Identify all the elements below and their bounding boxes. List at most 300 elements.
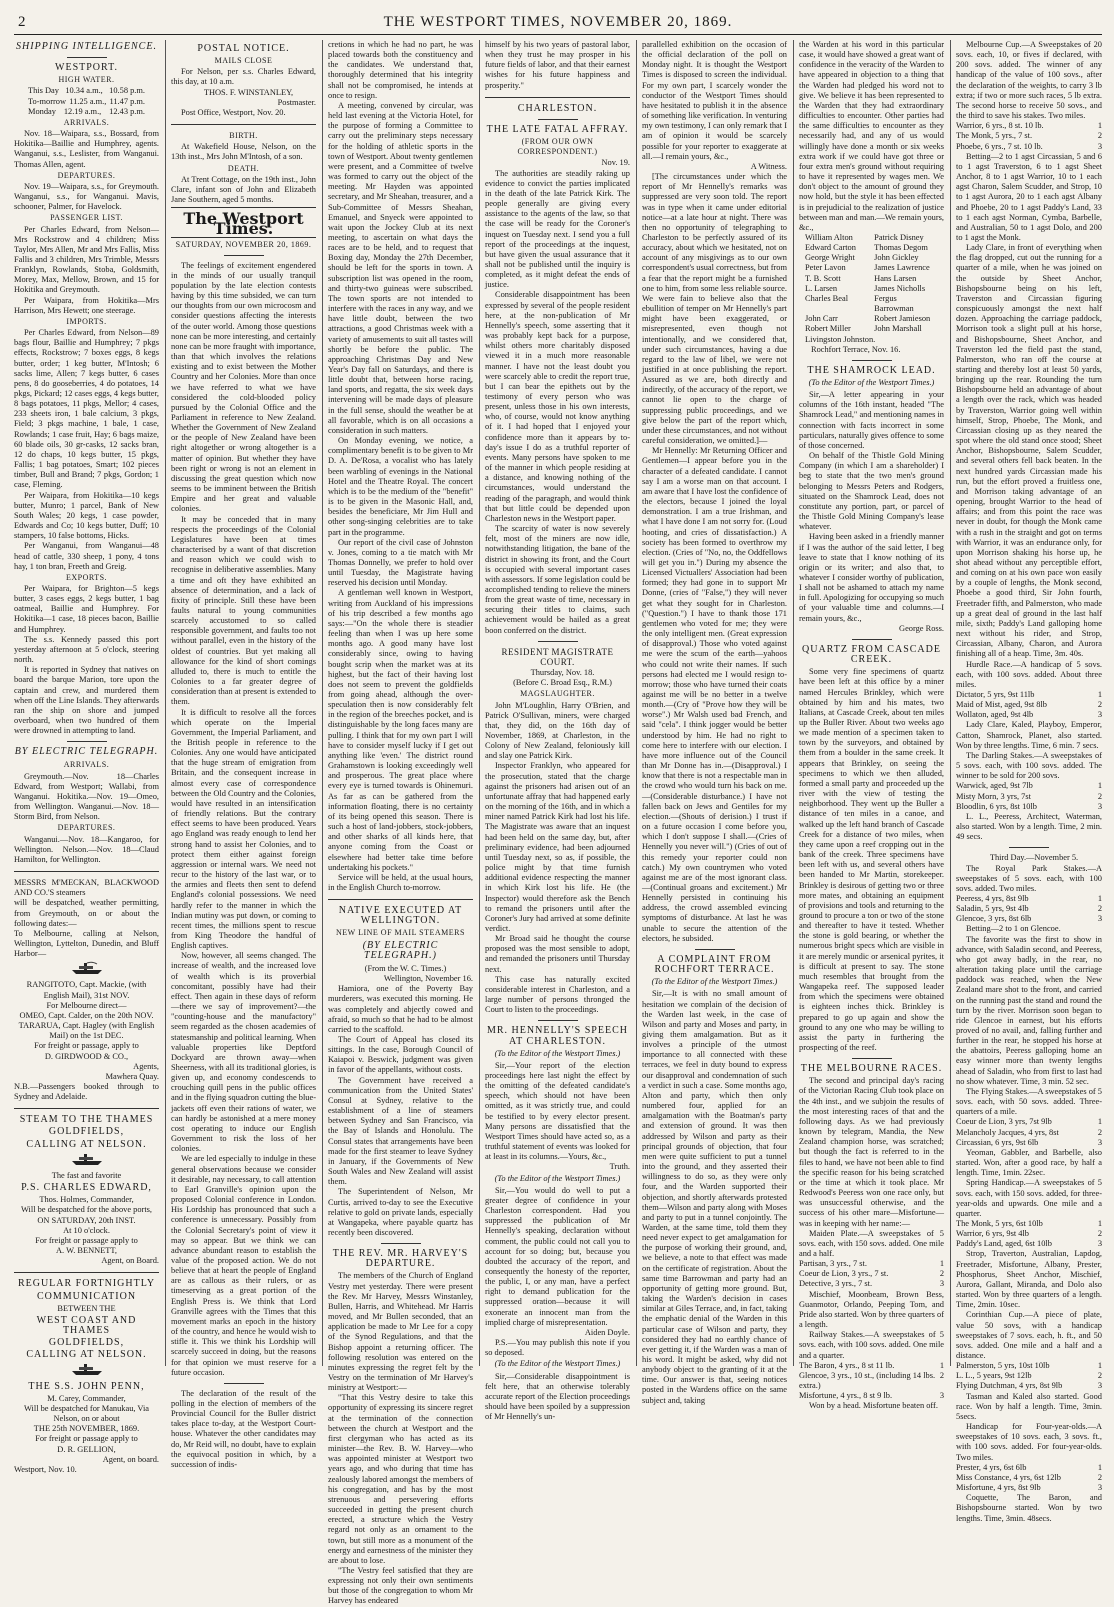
kennedy-note: The s.s. Kennedy passed this port yesterday afternoon at 5 o'clock, steering north.: [14, 634, 159, 665]
place: 1: [1097, 893, 1102, 903]
passenger-text-2: Per Waipara, from Hokitika—Mrs Harrison, Mrs Hewett; one steerage.: [14, 295, 159, 315]
horse: Detective, 3 yrs., 7 st.: [799, 1279, 873, 1289]
ad1-ship2: OMEO, Capt. Calder, on the 20th NOV.: [19, 1010, 154, 1020]
horse: Warrior, 6 yrs, 9st 4lb: [956, 1229, 1029, 1239]
letter-doyle: Sir,—You would do well to put a greater degree of confidence in your Charleston correspondent. Had you suppressed the publication of Mr Hennelly's speaking, declaration without comment, the public could not call you to account for so doing; but, because you doubted the accuracy of the report, and consequently the honesty of the reporter, the public, I, or any man, have a perfect right to demand publication for the suppressed oration—because it will exonerate an innocent man from the implied charge of misrepresentation.: [485, 1185, 630, 1327]
signature: George Wright: [805, 253, 855, 263]
signature: Peter Lavon: [805, 263, 846, 273]
place: 2: [1097, 1229, 1102, 1239]
signature-ross: George Ross.: [899, 623, 944, 633]
exports-text: Per Waipara, for Brighton—5 kegs butter, 3 cases eggs, 2 kegs butter, 1 bag oatmeal, Baillie and Humphrey. For Hokitika—1 case, 18 pieces bacon, Baillie and Humphrey.: [14, 583, 159, 634]
ad1-nb: N.B.—Passengers booked through to Sydney and Adelaide.: [14, 1082, 159, 1102]
place: 3: [1097, 1381, 1102, 1391]
ad3-ship: THE S.S. JOHN PENN,: [28, 1380, 145, 1392]
rm-para-3: Mr Broad said he thought the course proposed was the most sensible to adopt, and remanded the prisoners until Thursday next.: [485, 934, 630, 974]
harvey-para-3: "The Vestry feel satisfied that they are expressing not only their own sentiments but those of the congregation to whom Mr Harvey has endeared: [328, 1565, 473, 1606]
editor-line: (To the Editor of the Westport Times.): [808, 378, 935, 387]
ad3-between: BETWEEN THE: [57, 1303, 116, 1313]
column-4: [485, 40, 630, 1422]
dateline: Wellington, November 16.: [383, 974, 473, 984]
race-result: [956, 1463, 1102, 1473]
race-result: [956, 1138, 1102, 1148]
race-result: [956, 1219, 1102, 1229]
tel-arrivals-heading: ARRIVALS.: [63, 760, 110, 770]
dash-rule: [538, 119, 578, 120]
ad2-ship: P.S. CHARLES EDWARD,: [21, 1182, 152, 1194]
column-rule: [950, 40, 951, 1366]
horse: Glencoe, 3 yrs, 8st 6lb: [956, 914, 1032, 924]
local-para-1: cretions in which he had no part, he was placed towards both the constituency and the candidates. We understand that, thoroughly determined that his integrity shall not be compromised, he intends at once to resign.: [328, 40, 473, 100]
signature: Robert Jamieson: [874, 314, 931, 324]
section-divider: [485, 97, 630, 98]
signature: James Nicholls: [874, 283, 926, 293]
quartz-para: Some very fine specimens of quartz have been left at this office by a miner named Hercules Brinkley, which were obtained by him and his mates, two Italians, at Cascade Creek, about ten miles up the Buller River. About two weeks ago we made mention of a specimen taken to town by the surveyors, and obtained by them from a boulder in the same creek. It appears that Brinkley, on seeing the specimens to which we then alluded, formed a small party and proceeded up the river with the view of testing the neighborhood. They went up the Buller a distance of ten miles in a canoe, and walked up the left hand branch of Cascade Creek for a distance of two miles, when they came upon a reef cropping out in the bank of the creek. Three specimens have been left with us, and several others have been handed to Mr Martin, storekeeper. Brinkley is desirous of getting two or three more mates, and obtaining an equipment of provisions and tools and returning to the ground to procure a ton or two of the stone and thereafter to have it tested. Whether the stone is gold bearing, or whether the numerous bright specs which are visible in it are merely mundic or arsenical pyrites, it is difficult at present to say. The stone much resembles that brought from the Wangapeka reef. The supposed leader from which the specimens were obtained is eighteen inches thick. Brinkley is prepared to go up again and show the ground to any one who may be willing to assist the party in furthering the prospecting of the reef.: [799, 667, 944, 1052]
signature: Robert Miller: [805, 324, 851, 334]
departures-text: Nov. 19—Waipara, s.s., for Greymouth. Wanganui, s.s., for Wanganui. Mavis, schooner, Palmer, for Havelock.: [14, 181, 159, 212]
post-office-date: Post Office, Westport, Nov. 20.: [181, 107, 286, 117]
editor-note: [The circumstances under which the report of Mr Hennelly's remarks was suppressed are very soon told. The report was in type when it came under editorial notice—at a late hour at night. There was then no opportunity of telegraphing to Charleston to be perfectly assured of its accuracy, about which we hesitated, not on account of any misgivings as to our own correspondent's usual correctness, but from a fear that the report might be a furnished one to him, from some less reliable source. We were fain to believe also that the ebullition of temper on Mr Hennelly's part might have been exaggerated, or misrepresented, even though not intentionally, and we considered that, under such circumstances, having a due regard to the law of libel, we were not justified in at once publishing the report. Assured as we are, both directly and indirectly, of the accuracy of the report, we cannot lie open to the charge of suppressing public proceedings, and we give below the part of the report which, under these circumstances, and not without careful consideration, we omitted.]—: [642, 172, 788, 446]
page-header-title: THE WESTPORT TIMES, NOVEMBER 20, 1869.: [383, 14, 733, 30]
ad2-date: ON SATURDAY, 20th INST.: [37, 1215, 136, 1225]
place: 1: [939, 1259, 944, 1269]
native-heading: NATIVE EXECUTED AT WELLINGTON.: [338, 905, 463, 927]
advertisement-mmeckan: [14, 878, 159, 1102]
race-result: [956, 1473, 1102, 1483]
affray-para-3: The scarcity of water is now severely felt, most of the miners are now idle, notwithstanding litigation, the bane of the district in showing its front, and the Court is occupied with several important cases with assessors. If some legislation could be accomplished tending to relieve the miners from the great waste of time, necessary in securing their titles to claims, such achievement would be hailed as a great boon conferred on the district.: [485, 524, 630, 635]
passenger-text: Per Charles Edward, from Nelson—Mrs Rockstrow and 4 children; Miss Taylor, Mrs Allen, Mr and Mrs Fallis, Miss Fallis and 3 children, Mrs Trimble, Messrs Franklyn, Rowlands, Stoba, Goldsmith, Morey, Max, Mellow, Brown, and 15 for Hokitika and Greymouth.: [14, 224, 159, 295]
dash-rule: [852, 360, 892, 361]
horse: Partisan, 3 yrs., 7 st.: [799, 1259, 867, 1269]
harvey-para-1: The members of the Church of England Vestry met yesterday. There were present the Rev. Mr Harvey, Messrs Winstanley, Bullen, Harris, and Whitehead. Mr Harris moved, and Mr Bullen seconded, that an application be made to Mr Lee for a copy of the Synod Regulations, and that the Bishop appoint a returning officer. The following resolution was entered on the minutes expressing the regret felt by the Vestry on the termination of Mr Harvey's ministry at Westport:—: [328, 1271, 473, 1393]
place: 3: [1097, 914, 1102, 924]
column-5: [642, 40, 788, 1405]
horse: Bloodlin, 6 yrs, 8st 10lb: [956, 801, 1037, 811]
horse: Flying Dutchman, 4 yrs, 8st 9lb: [956, 1381, 1063, 1391]
tide-row: [28, 97, 145, 107]
ad2-despatch: Will be despatched for the above ports,: [20, 1205, 153, 1215]
ad1-title: MESSRS M'MECKAN, BLACKWOOD AND CO.'S steamers: [14, 878, 159, 898]
place: 2: [939, 1269, 944, 1279]
cup-report: Lady Clare, in front of everything when the flag dropped, cut out the running for a quarter of a mile, when he was joined on the outside by Sheet Anchor, Bishopsbourne being on his left, Traverston and Circassian figuring conspicuously amongst the next half dozen. Approaching the carriage paddock, Morrison took a slight pull at his horse, and Bishopsbourne, Sheet Anchor, and Traverston led the field past the stand, Palmerston, who ran off the course at starting and thereby lost at least 50 yards, bringing up the rear. Rounding the turn Bishopsbourne held an advantage of about a length over the rack, which was headed by Traverston, Warrior going well within himself, Strop, Phoebe, The Monk, and Circassian closing up as they neared the spot where the old stand once stood; Sheet Anchor, Bishopsbourne, Salem Scudder, and several others fell back beaten. In the next hundred yards Circassian made his run, but the effort proved a fruitless one, and Morrison taking advantage of an opening, brought Warrior to the head of affairs; and from this point the race was never in doubt, for though the Monk came with a rush in the straight and got on terms with Warrior, it was an endurance only, for upon Morrison shaking his horse up, he shot ahead without any perceptible effort, and coming on at his own pace won easily by a couple of lengths, the Monk second, Phoebe a good third, Sir John fourth, Freetrader fifth, and Palmerston, who made up a great deal of ground in the last half mile, sixth; Paddy's Land galloping home next without his rider, and Strop, Circassian, Albany, Charon, and Aurora finishing all of a heap. Time, 3m. 40s.: [956, 243, 1102, 659]
column-7: [956, 40, 1102, 1523]
tel-departures-heading: DEPARTURES.: [57, 823, 116, 833]
dash-rule: [224, 1383, 264, 1384]
birth-heading: BIRTH.: [229, 131, 258, 141]
exports-heading: EXPORTS.: [65, 572, 108, 582]
flying-notes: Yeoman, Gabbler, and Barbelle, also started. Won, after a good race, by half a length. Time, 1min. 22sec.: [956, 1147, 1102, 1178]
imports-text-3: Per Wanganui, from Wanganui—48 head of cattle, 330 sheep, 1 pony, 4 tons hay, 1 ton bran, Freeth and Greig.: [14, 541, 159, 571]
signature: John Gickley: [874, 253, 919, 263]
ad3-agent-role: Agent, on board.: [102, 1454, 159, 1464]
ad2-freight: For freight or passage apply to: [35, 1235, 138, 1245]
signature: Fergus Barrowman: [874, 293, 914, 314]
ad2-commander: Thos. Holmes, Commander,: [39, 1195, 134, 1205]
ad3-despatch: Will be despatched for Manukau, Via Nelson, on or about: [23, 1403, 150, 1424]
leader-para-2: It may be conceded that in many respects the proceedings of the Colonial Legislatures have been at times characterised by a want of that discretion and reason which we could wish to recognise in deliberative assemblies. Many a time and oft they have exhibited an absence of determination, and a lack of fixity of principle. Still these have been faults natural to young communities scarcely accustomed to so called responsible government, and faults too not without parallel, even in the history of the oldest of countries. But yet making all allowance for the kind of short comings alluded to, there is much to entitle the Colonies to a far greater degree of consideration than at present is extended to them.: [171, 514, 316, 707]
race-result: [956, 131, 1102, 141]
imports-heading: IMPORTS.: [66, 316, 107, 326]
ad3-freight: For freight or passage apply to: [35, 1434, 138, 1444]
signature-row: [805, 263, 938, 273]
header-rule: [14, 34, 1102, 35]
tide-day: This Day: [28, 86, 59, 96]
race-result: [956, 792, 1102, 802]
rochfort-heading: A COMPLAINT FROM ROCHFORT TERRACE.: [654, 953, 775, 976]
railway-notes: Won by a head. Misfortune beaten off.: [809, 1401, 938, 1411]
local-para-4: Our report of the civil case of Johnston v. Jones, coming to a tie match with Mr Thomas Donnelly, we prefer to hold over until Tuesday, the Magistrate having reserved his decision until Monday.: [328, 537, 473, 588]
section-divider: [14, 1272, 159, 1273]
quartz-heading: QUARTZ FROM CASCADE CREEK.: [802, 643, 941, 666]
race-result: [956, 690, 1102, 700]
race-result: [956, 142, 1102, 152]
postmaster-role: Postmaster.: [277, 97, 316, 107]
darling-notes: L. L., Peeress, Architect, Waterman, also started. Won by a length. Time, 2 min. 49 secs.: [956, 811, 1102, 842]
signature: Edward Carton: [805, 243, 856, 253]
local-para-2: A meeting, convened by circular, was held last evening at the Victoria Hotel, for the purpose of forming a Committee to carry out the preliminary steps necessary for the holding of athletic sports in the town of Westport. About twenty gentlemen were present, and a Committee of twelve was formed to carry out the object of the meeting. Mr Hayden was appointed secretary, and Mr Sheahan, treasurer, and a Sub-Committee of Messrs Sheahan, Emanuel, and Snyeck were appointed to wait upon the Jockey Club at its next meeting, to ascertain on what days the races are to be held, and to request that Boxing day, Monday the 27th December, should be left for the sports in town. A subscription list was opened in the room, and thirty-two guineas were subscribed. The town sports are not intended to interfere with the races in any way, and we have little doubt, between the two attractions, a good Christmas week with a variety of amusements to suit all tastes will shortly be before the public. The approaching Christmas Day and New Year's Day fall on Saturdays, and there is little doubt that, between horse racing, land sports, and regatta, the six week days intervening will be made days of pleasure in the full sense, should the weather be at all favorable, which is on all occasions a consideration in such matters.: [328, 100, 473, 435]
tel-heading: (BY ELECTRIC TELEGRAPH.): [362, 939, 439, 961]
race-result: [956, 121, 1102, 131]
column-6: [799, 40, 944, 1411]
telegraph-heading: BY ELECTRIC TELEGRAPH.: [14, 746, 159, 758]
place: 1: [1097, 121, 1102, 131]
arrivals-text: Nov. 18—Waipara, s.s., Bossard, from Hokitika—Baillie and Humphrey, agents. Wanganui, s.s., Leslister, from Wanganui. Thomas Allen, agent.: [14, 129, 159, 169]
steamship-icon: [14, 1362, 159, 1379]
hennelly-speech: Mr Hennelly: Mr Returning Officer and Gentlemen—I appear before you in the character of a defeated candidate. I cannot say I am a worse man on that account. I am aware that I have lost the confidence of the electors, because I joined the loyal demonstration. I am a true Irishman, and what I have done I am not sorry for. (Loud hooting, and cries of dissatisfaction.) A society has been formed to overthrow my election. (Cries of "No, no, the Oddfellows will get you in.") During my absence the Licensed Victuallers' Association had been formed; they had gone in to support Mr Donne, (cries of "False,") they will never get what they sought for in Charleston. ("Question.") I have to thank those 171 gentlemen who voted for me; they were the only intelligent men. (Great expression of disapproval.) Those who voted against me were the scum of the earth—yahoos who could not write their names. If such persons had elected me I would resign to-morrow; those who have turned their coats against me will be no better in a twelve month.—(Cry of "Prove how they will be worse".) Mr Walsh used bad French, and said "cela". I think jogger would be better understood by him. He had no right to come here to interfere with our election. I have more influence out of the Council than Mr Donne has in.—(Disapproval.) I know that there is not a respectable man in the crowd who would turn his back on me.—(Considerable disturbance.) I have not fallen back on Jews and Gentiles for my election.—(Shouts of derision.) I trust if on a future occasion I come before you, which I don't suppose I shall.—(Cries of Hennelly you never will.") (Cries of out of this remedy your reporter could non catch.) My own countrymen who voted against me are of the most ignorant class.—(Continual groans and excitement.) Mr Hennelly persisted in continuing his address, the crowd assembled evincing symptoms of disturbance. At last he was unable to secure the attention of the electors, he subsided.: [642, 446, 787, 943]
signature-row: [805, 324, 938, 334]
dash-rule: [852, 639, 892, 640]
signature-row: [805, 253, 938, 263]
dash-rule: [67, 741, 107, 742]
hurdle-race: Hurdle Race.—A handicap of 5 sovs. each, with 100 sovs. added. About three miles.: [956, 659, 1102, 689]
hurdle-notes: Lady Clare, Kaled, Playboy, Emperor, Catton, Shamrock, Planet, also started. Won by three lengths. Time, 6 min. 7 secs.: [956, 720, 1102, 750]
place: 3: [1097, 801, 1102, 811]
witness-para-1: parallelled exhibition on the occasion of the official declaration of the poll on Monday night. It is thought the Westport Times is disposed to screen the individual. For my own part, I scarcely wonder the conductor of the Westport Times should have hesitated to publish it in the absence of something like verification. In venturing my own testimony, I can only remark that I am of opinion it would be scarcely possible for your reporter to exaggerate at all.—I remain yours, &c.,: [642, 40, 787, 161]
column-rule: [322, 40, 323, 1366]
local-para-3: On Monday evening, we notice, a complimentary benefit is to be given to Mr D. A. De'Rosa, a vocalist who has lately been warbling of evenings in the National Hotel and the Theatre Royal. The concert which is to be the medium of the "benefit" is to be given in the Masonic Hall, and, besides the beneficiare, Mr Jim Hull and other song-singing celebrities are to take part in the programme.: [328, 436, 473, 537]
place: 1: [1097, 1117, 1102, 1127]
postal-text: For Nelson, per s.s. Charles Edward, this day, at 10 a.m.: [171, 67, 316, 87]
rm-para-2: Inspector Franklyn, who appeared for the prosecution, stated that the charge against the prisoners had arisen out of an unfortunate affray that had happened early on the morning of the 16th, and in which a miner named Patrick Kirk had lost his life. The Magistrate was aware that an inquest had been held on the same day, but, after preliminary evidence, had been adjourned until Tuesday next, so as, if possible, the police might by that time furnish additional evidence respecting the manner in which Kirk lost his life. He (the Inspector) would therefore ask the Bench to remand the prisoners until after the Coroner's Jury had arrived at some definite verdict.: [485, 761, 630, 933]
ad1-agent: D. GIRDWOOD & CO.,: [44, 1051, 129, 1061]
signature-witness: A Witness.: [750, 161, 787, 171]
signature-list: [799, 233, 944, 355]
spring-notes: Strop, Traverton, Australian, Lapdog, Freetrader, Misfortune, Albany, Prester, Phosphorus, Sheet Anchor, Mischief, Aurora, Gallant, Miranda, and Dolo also started. Won by three quarters of a length. Time, 2min. 10sec.: [956, 1249, 1102, 1310]
race-result: [956, 914, 1102, 924]
passenger-heading: PASSENGER LIST.: [50, 213, 123, 223]
race-result: [799, 1391, 944, 1401]
masthead-rule: [171, 207, 316, 208]
death-text: At Trent Cottage, on the 19th inst., John Clare, infant son of John and Elizabeth Jane Southern, aged 5 months.: [171, 174, 316, 205]
westport-heading: WESTPORT.: [55, 62, 118, 74]
royal-park: The Royal Park Stakes.—A sweepstakes of 5 sovs. each, with 100 sovs. added. Two miles.: [956, 863, 1102, 893]
royal-betting: Betting—2 to 1 on Glencoe.: [966, 924, 1061, 934]
place: 2: [1097, 1127, 1102, 1137]
race-result: [799, 1259, 944, 1269]
ad1-agents: Agents,: [133, 1061, 159, 1071]
death-heading: DEATH.: [227, 163, 260, 173]
race-result: [799, 1269, 944, 1279]
signature-row: [805, 233, 938, 243]
manslaughter-heading: MAGSLAUGHTER.: [520, 689, 595, 699]
corinthian-cup: Corinthian Cup.—A piece of plate, value 50 sovs, with a handicap sweepstakes of 7 sovs. each, h. ft., and 50 sovs. added. One mile and a half and a distance.: [956, 1310, 1102, 1360]
rm-heading: RESIDENT MAGISTRATE COURT.: [501, 646, 614, 667]
ad3-title4: GOLDFIELDS,: [48, 1337, 125, 1349]
ad2-title2: GOLDFIELDS,: [48, 1126, 125, 1138]
ad2-title3: CALLING AT NELSON.: [26, 1138, 147, 1150]
letter-doyle-ps: P.S.—You may publish this note if you so deposed.: [485, 1338, 630, 1358]
tel-para-1: Hamiora, one of the Poverty Bay murderers, was executed this morning. He was completely and abjectly cowed and afraid, so much so that he had to be almost carried to the scaffold.: [328, 984, 473, 1034]
horse: Misfortune, 4 yrs, 8st 9lb: [956, 1483, 1041, 1493]
horse: Coeur de Lion, 3 yrs., 7 st.: [799, 1269, 889, 1279]
horse: Saladin, 5 yrs, 9st 4lb: [956, 904, 1029, 914]
race-result: [956, 1483, 1102, 1493]
dash-rule: [1009, 847, 1049, 848]
marion-report: It is reported in Sydney that natives on board the barque Marion, tore upon the captain and crew, and murdered them when off the Line Islands. They afterwards ran the ship on shore and jumped overboard, when two hundred of them were drowned in attempting to land.: [14, 665, 159, 736]
place: 1: [1097, 690, 1102, 699]
shamrock-para-1: Sir,—A letter appearing in your columns of the 16th instant, headed "The Shamrock Lead," and mentioning names in connection with facts incorrect in some particulars, naturally gives offence to some of those concerned.: [799, 390, 944, 450]
race-result: [956, 1239, 1102, 1249]
rm-para-4: This case has naturally excited considerable interest in Charleston, and a large number of persons thronged the Court to listen to the proceedings.: [485, 974, 630, 1015]
place: 2: [1097, 700, 1102, 710]
tel-para-4: The Superintendent of Nelson, Mr Curtis, arrived to-day to see the Executive relative to gold on private lands, especially at Wangapeka, where payable quartz has recently been discovered.: [328, 1187, 473, 1237]
race-result: [799, 1361, 944, 1371]
tide-pm: 10.58 p.m.: [109, 86, 145, 96]
departures-heading: DEPARTURES.: [57, 170, 116, 180]
leader-para-4: Now, however, all seems changed. The increase of wealth, and the increased love of wealth which is its proverbial concomitant, possibly have had their effect. Then again in these days of reform—there we say of improvement?—the "counting-house and the manufactory" seem regarded as the chosen academies of statesmanship and political learning. When valuable properties like Deptford Dockyard are thrown away—when Sheerness, with all its traditional glories, is given up, and economy condescends to crouching quill pens in the public offices and in the flying squadron cutting the blue-jackets off even their rations of water, we can hardly be astonished at a mere money cost operating to induce our English Government to risk the loss of her colonies.: [171, 951, 316, 1154]
place: 2: [1097, 131, 1102, 141]
horse: Peeress, 4 yrs, 8st 9lb: [956, 893, 1029, 903]
signature-last: Livingston Johnston.: [805, 334, 876, 344]
dash-rule: [695, 949, 735, 950]
rm-date: Thursday, Nov. 18.: [530, 668, 595, 678]
horse: The Monk, 5 yrs., 7 st.: [956, 131, 1033, 141]
dash-rule: [852, 1058, 892, 1059]
editor-line: (To the Editor of the Westport Times.): [651, 977, 778, 987]
signature-row: [805, 314, 938, 324]
ad1-line1: To Melbourne, calling at Nelson, Wellington, Lyttelton, Dunedin, and Bluff Harbor—: [14, 928, 159, 959]
tide-am: 11.25 a.m.,: [69, 96, 107, 106]
horse: Maid of Mist, aged, 9st 8lb: [956, 700, 1047, 710]
ad2-fast: The fast and favorite: [51, 1170, 122, 1180]
page-number: 2: [18, 14, 27, 30]
race-result: [956, 1371, 1102, 1381]
horse: Misfortune, 4 yrs., 8 st 9 lb.: [799, 1391, 893, 1401]
tide-table: [14, 86, 159, 116]
harvey-para-4: himself by his two years of pastoral labor, when they trust he may prosper in his future fields of labor, and that their earnest wishes for his future happiness and prosperity.": [485, 40, 630, 90]
leader-para-3: It is difficult to resolve all the forces which operate on the Imperial Government, the Imperial Parliament, and the British people in reference to the Colonies. Any one would have anticipated that the huge stream of emigration from Britain, and the consequent increase in almost every case of correspondence between the Old Country and the Colonies, would have resulted in an intensification of friendly relations. But the contrary effect seems to have been produced. Years ago England was ready enough to lend her strong hand to assist her Colonies, and to protect them either against foreign aggression or internal wars. We need not recur to the history of the last war, or to the armies and fleets then sent to defend England's colonial possessions. We need hardly refer to the manner in which the Indian mutiny was put down, or coming to recent times, the millions spent to rescue from King Theodore the handful of English captives.: [171, 707, 316, 951]
section-divider: [171, 124, 316, 125]
ad1-text: will be despatched, weather permitting, from Greymouth, on or about the following dates:—: [14, 898, 159, 928]
flying-stakes: The Flying Stakes.—A sweepstakes of 5 sovs. each, with 50 sovs. added. Three-quarters of a mile.: [956, 1086, 1102, 1117]
tide-am: 12.19 a.m.,: [63, 106, 102, 116]
third-day: Third Day.—November 5.: [989, 853, 1079, 863]
horse: Melancholy Jacques, 4 yrs, 8st: [956, 1127, 1059, 1137]
race-result: [956, 781, 1102, 791]
advertisement-john-penn: [14, 1279, 159, 1475]
harvey-heading: THE REV. MR. HARVEY'S DEPARTURE.: [332, 1248, 469, 1270]
race-result: [956, 1381, 1102, 1391]
ad3-title2: COMMUNICATION: [36, 1290, 137, 1302]
race-result: [956, 904, 1102, 914]
horse: Prester, 4 yrs, 6st 6lb: [956, 1462, 1027, 1472]
ad3-title5: CALLING AT NELSON.: [26, 1349, 147, 1361]
place: 1: [1097, 1218, 1102, 1228]
shamrock-para-3: Having been asked in a friendly manner if I was the author of the said letter, I beg leave to state that I know nothing of its origin or its writer; and also that, to whatever I consider worthy of publication, I shall not be ashamed to attach my name in full. Apologizing for occupying so much of your valuable time and columns.—I remain yours, &c.,: [799, 532, 944, 623]
steamship-icon: [14, 1152, 159, 1169]
ad2-title1: STEAM TO THE THAMES: [19, 1114, 154, 1126]
speech-heading: MR. HENNELLY'S SPEECH AT CHARLESTON.: [487, 1025, 628, 1047]
place: 1: [939, 1360, 944, 1370]
horse: Glencoe, 3 yrs., 10 st., (including 14 lbs. extra.): [799, 1370, 936, 1390]
horse: Circassian, 6 yrs, 9st 6lb: [956, 1137, 1039, 1147]
issue-date: SATURDAY, NOVEMBER 20, 1869.: [175, 239, 312, 249]
horse: Warrior, 6 yrs., 8 st. 10 lb.: [956, 121, 1044, 131]
column-rule: [479, 40, 480, 1366]
rm-para-1: John M'Loughlin, Harry O'Brien, and Patrick O'Sullivan, miners, were charged that, they did, on the 16th day of November, 1869, at Charleston, in the Colony of New Zealand, feloniously kill and slay one Patrick Kirk.: [485, 700, 630, 761]
horse: Miss Constance, 4 yrs, 6st 12lb: [956, 1472, 1061, 1482]
shamrock-heading: THE SHAMROCK LEAD.: [807, 364, 936, 376]
ad3-commander: M. Carey, Commander,: [47, 1393, 126, 1403]
cup-betting: Betting—2 to 1 agst Circassian, 5 and 6 to 1 agst Traverston, 6 to 1 agst Sheet Anchor, 8 to 1 agst Warrior, 10 to 1 each agst Charon, Salem Scudder, and Strop, 10 to 1 agst Aurora, 20 to 1 each agst Albany and Phoebe, 20 to 1 agst Paddy's Land, 33 to 1 each agst Norman, Cymba, Barbelle, and Australian, 50 to 1 agst Dolo, and 200 to 1 agst the Monk.: [956, 151, 1102, 242]
signature-row: [805, 294, 938, 314]
horse: Coeur de Lion, 3 yrs, 7st 9lb: [956, 1117, 1052, 1127]
four-year-olds: Handicap for Four-year-olds.—A sweepstakes of 10 sovs. each, 3 sovs. ft., with 100 sovs. added. For four-year-olds. Two miles.: [956, 1422, 1102, 1462]
newspaper-page: [14, 12, 1102, 1606]
railway-stakes: Railway Stakes.—A sweepstakes of 5 sovs. each, with 100 sovs. added. One mile and a quarter.: [799, 1330, 944, 1360]
melbourne-cup: Melbourne Cup.—A Sweepstakes of 20 sovs. each, 10, or fives if declared, with 200 sovs. added. The winner of any handicap of the value of 100 sovs., after the declaration of the weights, to carry 3 lb extra; if two or more such races, 5 lb extra. The second horse to receive 50 sovs., and the third to save his stakes. Two miles.: [956, 40, 1102, 121]
shipping-heading: SHIPPING INTELLIGENCE.: [16, 41, 157, 52]
signature: L. Larsen: [805, 283, 838, 293]
column-3: [328, 40, 473, 1606]
signature: Hans Larsen: [874, 273, 917, 283]
signature: Patrick Disney: [874, 232, 924, 242]
races-intro: The second and principal day's racing of the Victorian Racing Club took place on the 4th inst., and we subjoin the results of the most interesting races of that and the following days. As we had previously known by telegram, Mandia, the New Zealand champion horse, was scratched; but though the fact is referred to in the files to hand, we have not been able to find the specific reason for his being scratched or the time at which it took place. Mr Redwood's Peeress won one race only, but was unsuccessful otherwise, and the success of his other mare—Misfortune—was in keeping with her name:—: [799, 1076, 944, 1228]
charleston-heading: CHARLESTON.: [517, 102, 598, 114]
dash-rule: [224, 255, 264, 256]
signature: T. B. Scott: [805, 273, 841, 283]
column-1: [14, 40, 159, 1474]
ad3-date: THE 25th NOVEMBER, 1869.: [33, 1424, 140, 1434]
signature: John Carr: [805, 314, 838, 324]
local-para-5: A gentleman well known in Westport, writing from Auckland of his impressions of his trip described a few months ago says:—"On the whole there is steadier feeling than when I was up here some months ago. A good many have lost considerably since, owing to having bought scrip when the market was at its highest, but the fact of their having lost does not seem to prevent the goldfields from going ahead, although the over-speculation then is now considerably felt in the region of the breeches pocket, and is distinguishable by the long faces many are pulling. I think that for my own part I will have to consider myself lucky if I get out anything like 'even.' The district round Grahamstown is looking exceedingly well and prosperous. The great place where every eye is turned towards is Ohinemuri. As far as can be gathered from the information floating, there is no certainty of its being opened this season. There is such a host of land-jobbers, stock-jobbers, and other sharks of all kinds here, that anyone coming from the Coast or elsewhere had better take time before undertaking his pockets.": [328, 588, 473, 872]
darling-stakes: The Darling Stakes.—A sweepstakes of 5 sovs. each, with 100 sovs. added. The winner to be sold for 200 sovs.: [956, 750, 1102, 781]
birth-text: At Wakefield House, Nelson, on the 13th inst., Mrs John M'Intosh, of a son.: [171, 142, 316, 162]
column-rule: [793, 40, 794, 1366]
place: 3: [1097, 1239, 1102, 1249]
leader-para-1: The feelings of excitement engendered in the minds of our usually tranquil population by the late election contests having by this time subsided, we can turn our thoughts from our own microcosm and consider questions affecting the interests of the outer world. Among those questions none can be more interesting, and certainly none can be more fraught with importance, than that which involves the relations existing and to exist between the Mother Country and her Colonies. More than once we have referred to what we have considered the cold-blooded policy pursued by the Colonial Office and the Parliament in reference to New Zealand. Whether the Government of New Zealand or the people of New Zealand have been right altogether or wrong altogether is a matter of opinion. But whether they have been right or wrong is not an element in discussing the great question which now seems to be imminent between the British Empire and her great and valuable colonies.: [171, 260, 316, 514]
ad2-time: At 10 o'clock.: [63, 1225, 110, 1235]
editor-line: (To the Editor of the Westport Times.): [494, 1359, 621, 1369]
postal-heading: POSTAL NOTICE.: [197, 43, 290, 54]
tide-pm: 12.43 p.m.: [109, 106, 145, 116]
horse: Palmerston, 5 yrs, 10st 10lb: [956, 1361, 1050, 1371]
steamship-icon: [14, 961, 159, 978]
harvey-para-2: "That this Vestry desire to take this opportunity of expressing its sincere regret at the termination of the connection between the church at Westport and the first clergyman who has acted as its minister—the Rev. B. W. Harvey—who was appointed minister at Westport two years ago, and who during that time has zealously labored amongst the members of his congregation, and has by the most strenuous and persevering efforts succeeded in getting the present church erected, a structure which the Vestry regard not only as an ornament to the town, but still more as a monument of the energy and earnestness of the minister they are about to lose.: [328, 1393, 473, 1565]
advertisement-thames: [14, 1115, 159, 1266]
signature-row: [805, 243, 938, 253]
horse: The Monk, 5 yrs, 6st 10lb: [956, 1218, 1043, 1228]
maiden-notes: Mischief, Moonbeam, Brown Bess, Guanmotor, Orlando, Peeping Tom, and Pride also started. Won by three quarters of a length.: [799, 1289, 944, 1330]
ad1-freight: For freight or passage, apply to: [34, 1041, 139, 1051]
races-heading: THE MELBOURNE RACES.: [800, 1063, 943, 1075]
place: 2: [1097, 791, 1102, 801]
horse: Misty Morn, 3 yrs, 7st: [956, 791, 1031, 801]
section-divider: [14, 1108, 159, 1109]
ad2-agent: A. W. BENNETT,: [55, 1246, 118, 1256]
tide-day: Monday: [28, 106, 56, 116]
mails-close: MAILS CLOSE: [214, 56, 273, 66]
affray-date: Nov. 19.: [601, 158, 630, 168]
race-result: [799, 1279, 944, 1289]
place: 2: [1097, 1472, 1102, 1482]
race-result: [956, 1229, 1102, 1239]
tel-departures-text: Wanganui.—Nov. 18—Kangaroo, for Wellington. Nelson.—Nov. 18—Claud Hamilton, for Wellington.: [14, 834, 159, 864]
place: 1: [1097, 1462, 1102, 1472]
column-rule: [165, 40, 166, 1366]
tel-arrivals-text: Greymouth.—Nov. 18—Charles Edward, from Westport; Wallabi, from Wanganui. Hokitika.—Nov. 19—Omeo, from Wellington. Wanganui.—Nov. 18—Storm Bird, from Nelson.: [14, 771, 159, 822]
signature: Thomas Degom: [874, 243, 928, 253]
section-divider: [328, 899, 473, 900]
horse: Paddy's Land, aged, 6st 10lb: [956, 1239, 1052, 1249]
imports-text-2: Per Waipara, from Hokitika—10 kegs butter, Munro; 1 parcel, Bank of New South Wales; 20 kegs, 1 case powder, Edwards and Co; 10 kegs butter, Duff; 10 stampers, 10 false bottoms, Hicks.: [14, 490, 159, 541]
rochfort-letter: Sir,—It is with no small amount of hesitation we complain of the decision of the Warden last week, in the case of Wilson and party and Moses and party, in giving them amalgamation. But as it involves a principle of the utmost importance to all connected with these terraces, we feel in duty bound to express our disapproval and condemnation of such a verdict in such a case. Some months ago, Alton and party, which then only numbered four, applied for an amalgamation with the Boatman's party and extension of ground. It was then addressed by Wilson and party as their principal grounds of objection, that four men were quite sufficient to put a tunnel into the ground, and they asserted their willingness to do so, as they were only four, and the Warden supported their objection, and shortly afterwards protested them—Wilson and party along with Moses and party to put in a tunnel conjointly. The Warden, at the same time, told them they need never expect to get amalgamation for the purpose of working their ground, and, we believe, a note to that effect was made on the certificate of registration. About the same time Barrowman and party had an opportunity of getting more ground. But, taking the Warden's decision in cases similar at Giles Terrace, and, in fact, taking the emphatic denial of the Warden in this particular case of Wilson and party, they considered they had no earthly chance of ever getting it, if the Warden was a man of his word. It might be asked, why did not anybody object to the granting of it at the time. Our answer is that, seeing notices posted in the Wardens office on the same subject and, taking: [642, 989, 787, 1405]
signature: John Marshall: [874, 324, 922, 334]
race-result: [956, 802, 1102, 812]
horse: Warwick, aged, 9st 7lb: [956, 781, 1033, 791]
race-result: [956, 700, 1102, 710]
running-header: [14, 12, 1102, 32]
signature: Charles Beal: [805, 293, 849, 303]
place: 3: [1097, 141, 1102, 151]
signature: James Lawrence: [874, 263, 930, 273]
tide-pm: 11.47 p.m.: [109, 96, 145, 106]
ad3-title1: REGULAR FORTNIGHTLY: [17, 1278, 156, 1290]
affray-para-1: The authorities are steadily raking up evidence to convict the parties implicated in the death of the late Patrick Kirk. The people generally are giving every assistance to the agents of the law, so that the case will be ready for the Coroner's inquest on Tuesday next. I send you a full report of the proceedings at the inquest, but have given the usual assurance that it shall not be published until the inquiry is completed, as it might defeat the ends of justice.: [485, 168, 630, 290]
place: 1: [1097, 781, 1102, 791]
place: 3: [1097, 710, 1102, 720]
signature-doyle: Aiden Doyle.: [584, 1327, 630, 1337]
rm-before: (Before C. Broad Esq., R.M.): [513, 678, 612, 688]
horse: Phoebe, 6 yrs., 7 st. 10 lb.: [956, 141, 1043, 151]
race-result: [956, 710, 1102, 720]
race-result: [799, 1371, 944, 1391]
maiden-plate: Maiden Plate.—A sweepstakes of 5 sovs. each, with 150 sovs. added. One mile and a half.: [799, 1228, 944, 1258]
race-result: [956, 1128, 1102, 1138]
high-water-heading: HIGH WATER.: [58, 75, 115, 85]
section-divider: [14, 871, 159, 872]
column-2: [171, 40, 316, 1469]
ad3-title3: WEST COAST AND THAMES: [36, 1314, 137, 1336]
ad1-quay: Mawhera Quay.: [105, 1071, 159, 1081]
arrivals-heading: ARRIVALS.: [63, 117, 110, 127]
race-result: [956, 1117, 1102, 1127]
column-rule: [636, 40, 637, 1366]
place: 3: [939, 1279, 944, 1289]
race-result: [956, 894, 1102, 904]
letter-witness: Sir,—Considerable disappointment is felt here, that an otherwise tolerably accurate report of the Election proceedings should have been spoiled by a suppression of Mr Hennelly's un-: [485, 1371, 630, 1422]
tel-para-2: The Court of Appeal has closed its sittings. In the case, Borough Council of Kaiapoi v. Beswick, judgment was given in favor of the appellants, without costs.: [328, 1035, 473, 1075]
place: 2: [1097, 904, 1102, 914]
tide-day: To-morrow: [28, 96, 67, 106]
place: 2: [1097, 1371, 1102, 1381]
horse: The Baron, 4 yrs., 8 st 11 lb.: [799, 1360, 895, 1370]
signature-row: [805, 284, 938, 294]
four-year-olds-notes: Coquette, The Baron, and Bishopsbourne started. Won by two lengths. Time, 3min. 48secs.: [956, 1493, 1102, 1523]
masthead-title: The Westport Times.: [183, 209, 304, 239]
ad1-ship1: RANGITOTO, Capt. Mackie, (with English Mail), 31st NOV.: [26, 980, 147, 1000]
leader-para-6: The declaration of the result of the polling in the election of members of the Provincial Council for the Buller district takes place to-day, at the Westport Court-house. Whatever the other candidates may do, Mr Reid will, no doubt, have to explain the equivocal position in which, by a succession of indis-: [171, 1388, 316, 1469]
from-line: (From the W. C. Times.): [364, 963, 447, 973]
